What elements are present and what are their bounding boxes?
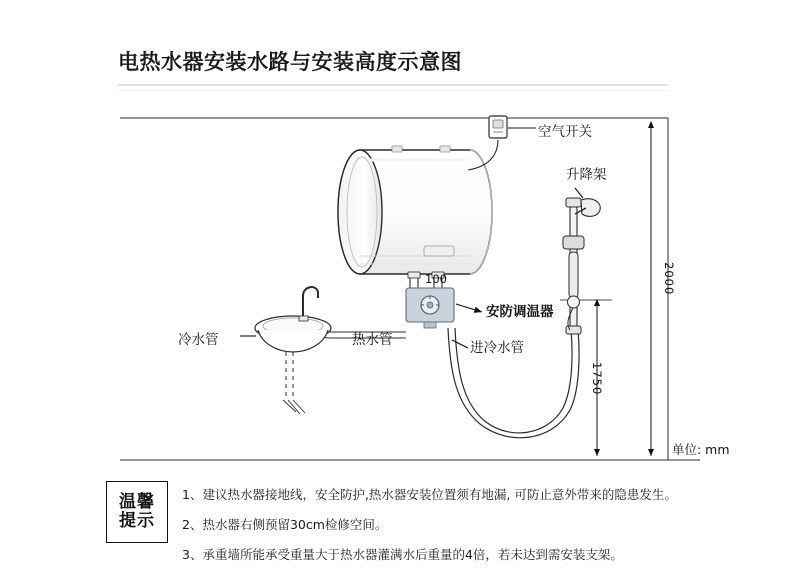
dimension-label-1750: 1750	[590, 362, 604, 396]
thermostat-unit	[406, 288, 454, 328]
label-cold-water-pipe: 冷水管	[178, 332, 219, 348]
label-air-switch: 空气开关	[538, 124, 592, 140]
dimension-label-2000: 2000	[662, 262, 676, 296]
tips-badge	[106, 481, 168, 543]
unit-label: 单位: mm	[672, 442, 730, 457]
label-lift-bracket: 升降架	[566, 167, 607, 183]
label-thermostat: 安防调温器	[486, 304, 554, 320]
tips-badge-line1: 温馨	[119, 491, 155, 512]
tip-item: 2、热水器右侧预留30cm检修空间。	[182, 517, 388, 532]
water-heater-tank	[338, 146, 492, 274]
page-title: 电热水器安装水路与安装高度示意图	[118, 50, 462, 74]
tips-list	[182, 485, 702, 575]
tip-item: 3、承重墙所能承受重量大于热水器灌满水后重量的4倍，若未达到需安装支架。	[182, 547, 623, 562]
valve-mark-label: 100	[425, 272, 447, 286]
air-switch	[489, 116, 507, 138]
lift-bracket	[563, 198, 600, 334]
tips-badge-line2: 提示	[119, 511, 155, 531]
label-hot-water-pipe: 热水管	[352, 332, 393, 348]
tip-item: 1、建议热水器接地线，安全防护,热水器安装位置须有地漏, 可防止意外带来的隐患发生。	[182, 487, 677, 502]
label-inlet-cold-water-pipe: 进冷水管	[470, 340, 524, 356]
sink-basin	[255, 287, 331, 414]
